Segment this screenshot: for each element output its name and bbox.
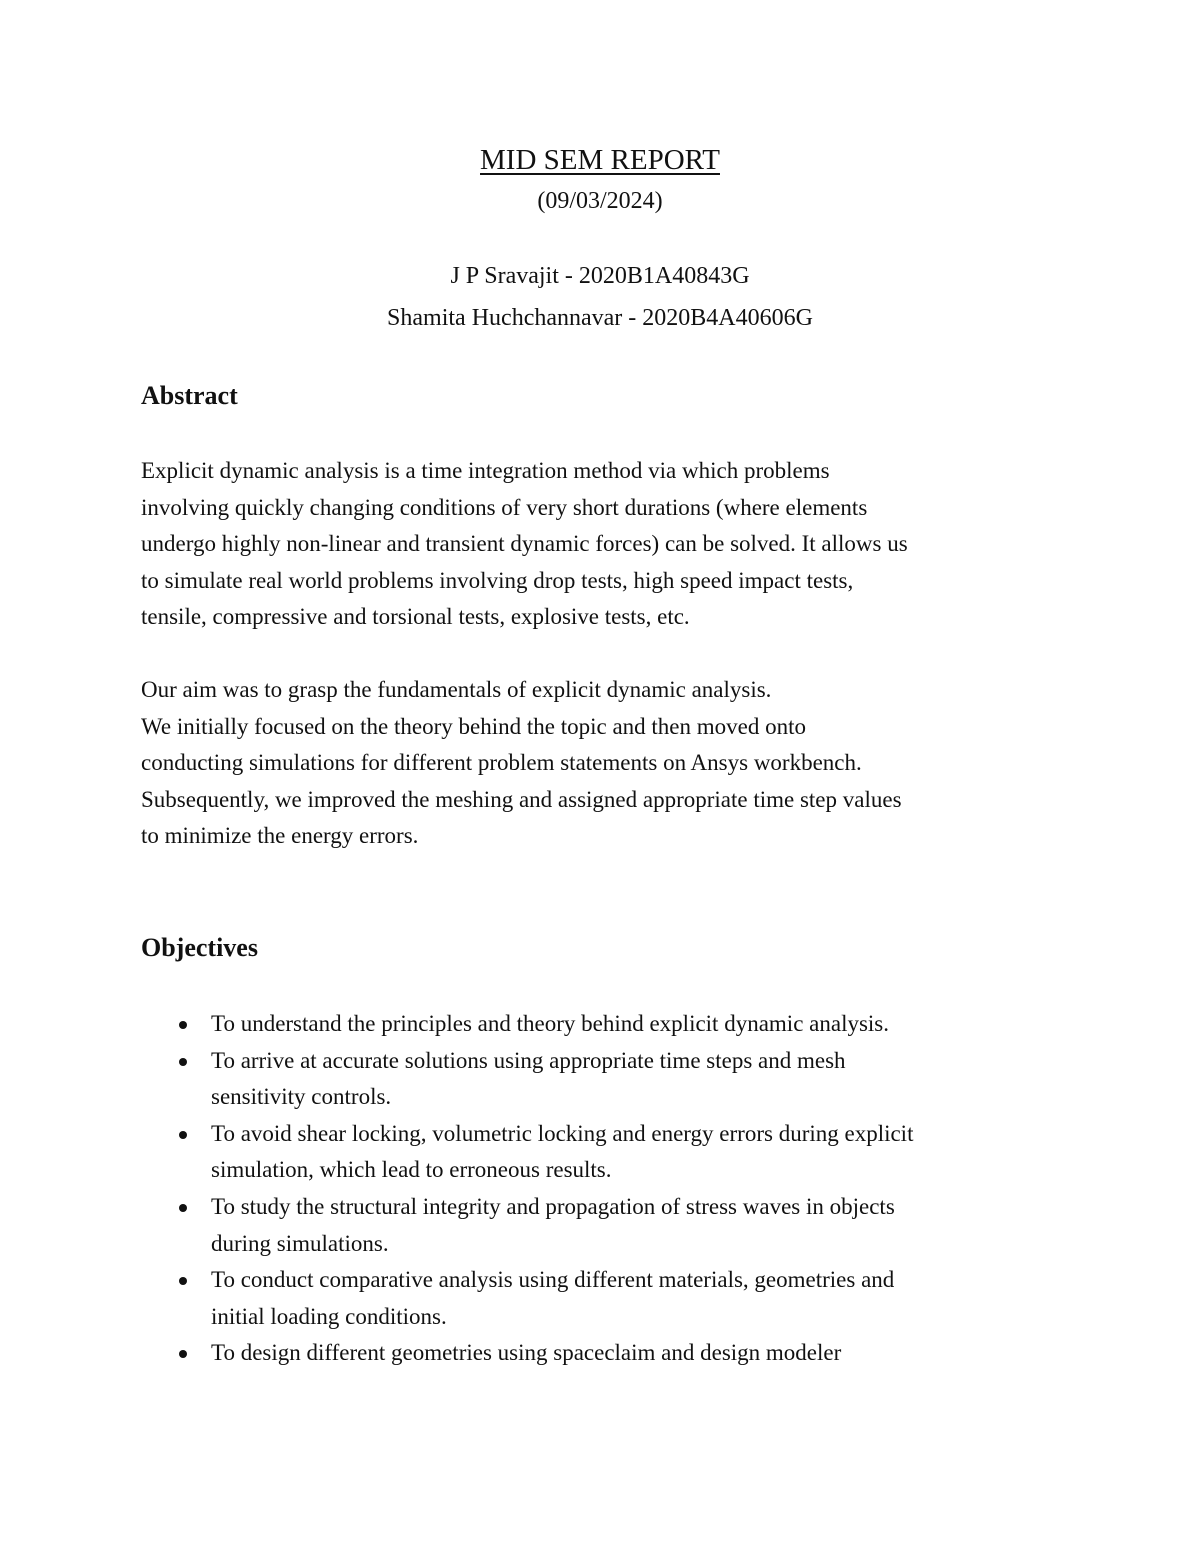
- list-item-text: To avoid shear locking, volumetric locking and energy errors during explicit: [211, 1120, 914, 1146]
- list-item: [0, 1262, 1200, 1335]
- list-item: [0, 1335, 1200, 1372]
- paragraph-line: conducting simulations for different problem statements on Ansys workbench.: [141, 750, 862, 776]
- list-item-text: To arrive at accurate solutions using appropriate time steps and mesh: [211, 1047, 846, 1073]
- list-item: [0, 1189, 1200, 1262]
- paragraph-line: Our aim was to grasp the fundamentals of explicit dynamic analysis.: [141, 677, 772, 702]
- paragraph-line: to minimize the energy errors.: [141, 823, 419, 849]
- bullet-icon: [179, 1204, 187, 1212]
- paragraph-line: involving quickly changing conditions of very short durations (where elements: [141, 494, 868, 520]
- author-line: Shamita Huchchannavar - 2020B4A40606G: [387, 305, 813, 331]
- bullet-icon: [179, 1350, 187, 1358]
- objectives-list: [0, 1006, 1200, 1372]
- paragraph-line: Subsequently, we improved the meshing and assigned appropriate time step values: [141, 786, 902, 812]
- paragraph-line: tensile, compressive and torsional tests, explosive tests, etc.: [141, 604, 690, 630]
- list-item-text: simulation, which lead to erroneous results.: [211, 1157, 612, 1183]
- abstract-paragraph-2: [141, 672, 1081, 855]
- list-item-text: To design different geometries using spaceclaim and design modeler: [211, 1340, 842, 1366]
- paragraph-line: Explicit dynamic analysis is a time integration method via which problems: [141, 458, 830, 483]
- paragraph-line: to simulate real world problems involving drop tests, high speed impact tests,: [141, 567, 854, 593]
- list-item: [0, 1006, 1200, 1043]
- list-item: [0, 1116, 1200, 1189]
- author-line: J P Sravajit - 2020B1A40843G: [450, 263, 750, 289]
- list-item-text: To conduct comparative analysis using different materials, geometries and: [211, 1267, 895, 1293]
- bullet-icon: [179, 1058, 187, 1066]
- list-item: [0, 1043, 1200, 1116]
- bullet-icon: [179, 1277, 187, 1285]
- list-item-text: To understand the principles and theory behind explicit dynamic analysis.: [211, 1011, 889, 1036]
- bullet-icon: [179, 1131, 187, 1139]
- abstract-heading: Abstract: [141, 381, 238, 410]
- report-date: (09/03/2024): [537, 188, 663, 214]
- objectives-heading: Objectives: [141, 933, 258, 962]
- list-item-text: sensitivity controls.: [211, 1084, 392, 1110]
- list-item-text: initial loading conditions.: [211, 1303, 447, 1329]
- list-item-text: during simulations.: [211, 1230, 389, 1256]
- paragraph-line: We initially focused on the theory behind the topic and then moved onto: [141, 713, 806, 739]
- paragraph-line: undergo highly non-linear and transient dynamic forces) can be solved. It allows us: [141, 531, 908, 557]
- abstract-paragraph-1: [141, 453, 1081, 636]
- report-title: MID SEM REPORT: [480, 144, 720, 176]
- bullet-icon: [179, 1021, 187, 1029]
- list-item-text: To study the structural integrity and propagation of stress waves in objects: [211, 1193, 895, 1219]
